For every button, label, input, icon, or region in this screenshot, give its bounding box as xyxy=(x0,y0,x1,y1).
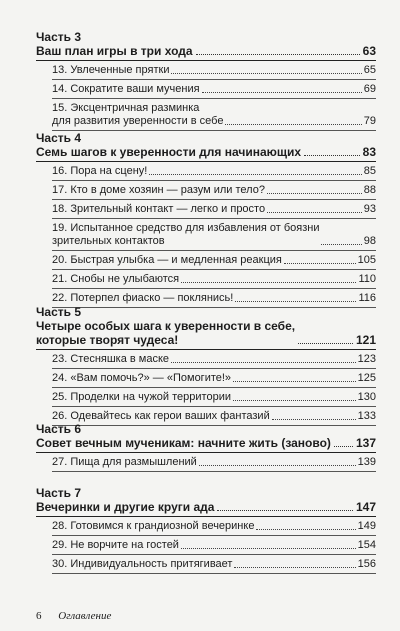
leader-dots xyxy=(321,244,361,245)
chapter-title: 29. Не ворчите на гостей xyxy=(52,539,179,551)
chapter-page: 110 xyxy=(358,273,376,285)
part-title: Вечеринки и другие круги ада xyxy=(36,500,215,514)
toc-chapter-entry[interactable] xyxy=(52,99,376,131)
chapter-title: 16. Пора на сцену! xyxy=(52,165,148,177)
toc-chapter-entry[interactable] xyxy=(52,251,376,270)
toc-chapter-entry[interactable] xyxy=(52,536,376,555)
leader-dots xyxy=(217,510,353,511)
chapter-title: 19. Испытанное средство для избавления от боязни зрительных контактов xyxy=(52,222,320,247)
toc-part-5 xyxy=(36,305,376,426)
leader-dots xyxy=(304,155,360,156)
chapter-title: 20. Быстрая улыбка — и медленная реакция xyxy=(52,254,282,266)
chapter-page: 156 xyxy=(357,558,376,570)
chapter-page: 79 xyxy=(363,115,376,127)
chapter-title: 25. Проделки на чужой территории xyxy=(52,391,231,403)
chapter-title: 13. Увлеченные прятки xyxy=(52,64,170,76)
leader-dots xyxy=(171,362,356,363)
leader-dots xyxy=(202,92,362,93)
chapter-title: 21. Снобы не улыбаются xyxy=(52,273,180,285)
toc-chapter-entry[interactable] xyxy=(52,181,376,200)
leader-dots xyxy=(233,381,356,382)
chapter-title: 24. «Вам помочь?» — «Помогите!» xyxy=(52,372,232,384)
leader-dots xyxy=(225,124,361,125)
chapter-page: 133 xyxy=(357,410,376,422)
toc-chapter-entry[interactable] xyxy=(52,453,376,472)
chapter-page: 123 xyxy=(357,353,376,365)
toc-chapter-entry[interactable] xyxy=(52,200,376,219)
toc-chapter-entry[interactable] xyxy=(52,61,376,80)
leader-dots xyxy=(171,73,361,74)
leader-dots xyxy=(235,301,356,302)
chapter-page: 154 xyxy=(357,539,376,551)
part-page: 83 xyxy=(362,145,376,159)
part-page: 147 xyxy=(355,500,376,514)
toc-part-7 xyxy=(36,486,376,574)
toc-part-4 xyxy=(36,131,376,308)
chapter-page: 69 xyxy=(363,83,376,95)
part-label: Часть 6 xyxy=(36,422,82,436)
part-title-row[interactable] xyxy=(36,145,376,162)
toc-chapter-entry[interactable] xyxy=(52,162,376,181)
toc-part-3 xyxy=(36,30,376,131)
part-label: Часть 3 xyxy=(36,30,82,44)
chapter-title: 28. Готовимся к грандиозной вечеринке xyxy=(52,520,255,532)
part-title-row[interactable] xyxy=(36,436,376,453)
toc-chapter-entry[interactable] xyxy=(52,517,376,536)
toc-chapter-entry[interactable] xyxy=(52,350,376,369)
part-label: Часть 7 xyxy=(36,486,82,500)
toc-chapter-entry[interactable] xyxy=(52,369,376,388)
leader-dots xyxy=(284,263,356,264)
part-title: Семь шагов к уверенности для начинающих xyxy=(36,145,302,159)
leader-dots xyxy=(267,212,362,213)
toc-chapter-entry[interactable] xyxy=(52,555,376,574)
chapter-page: 130 xyxy=(357,391,376,403)
part-page: 63 xyxy=(362,44,376,58)
running-title: Оглавление xyxy=(58,610,112,622)
part-title: Ваш план игры в три хода xyxy=(36,44,193,58)
leader-dots xyxy=(272,419,356,420)
toc-part-6 xyxy=(36,422,376,472)
part-title: Совет вечным мученикам: начните жить (заново) xyxy=(36,436,331,450)
page-number: 6 xyxy=(36,610,42,622)
chapter-title: 22. Потерпел фиаско — поклянись! xyxy=(52,292,234,304)
toc-chapter-entry[interactable] xyxy=(52,270,376,289)
chapter-page: 85 xyxy=(363,165,376,177)
leader-dots xyxy=(267,193,362,194)
chapter-title: 30. Индивидуальность притягивает xyxy=(52,558,233,570)
chapter-page: 65 xyxy=(363,64,376,76)
chapter-title: 14. Сократите ваши мучения xyxy=(52,83,200,95)
chapter-page: 149 xyxy=(357,520,376,532)
part-label: Часть 4 xyxy=(36,131,82,145)
chapter-title: 23. Стесняшка в маске xyxy=(52,353,170,365)
chapter-page: 105 xyxy=(357,254,376,266)
chapter-page: 139 xyxy=(357,456,376,468)
leader-dots xyxy=(181,282,356,283)
chapter-title: 15. Эксцентричная разминка для развития уверенности в себе xyxy=(52,102,224,127)
part-title-row[interactable] xyxy=(36,500,376,517)
toc-chapter-entry[interactable] xyxy=(52,219,376,251)
leader-dots xyxy=(334,446,353,447)
part-page: 121 xyxy=(355,333,376,347)
toc-chapter-entry[interactable] xyxy=(52,388,376,407)
part-title-row[interactable] xyxy=(36,319,376,350)
chapter-page: 98 xyxy=(363,235,376,247)
part-title: Четыре особых шага к уверенности в себе, которые творят чудеса! xyxy=(36,319,296,347)
page-footer xyxy=(36,610,111,622)
part-page: 137 xyxy=(355,436,376,450)
leader-dots xyxy=(181,548,356,549)
chapter-title: 26. Одевайтесь как герои ваших фантазий xyxy=(52,410,270,422)
chapter-title: 18. Зрительный контакт — легко и просто xyxy=(52,203,266,215)
toc-chapter-entry[interactable] xyxy=(52,80,376,99)
leader-dots xyxy=(199,465,356,466)
chapter-title: 17. Кто в доме хозяин — разум или тело? xyxy=(52,184,265,196)
leader-dots xyxy=(196,54,360,55)
chapter-page: 93 xyxy=(363,203,376,215)
leader-dots xyxy=(234,567,355,568)
chapter-page: 125 xyxy=(357,372,376,384)
leader-dots xyxy=(256,529,355,530)
part-title-row[interactable] xyxy=(36,44,376,61)
leader-dots xyxy=(298,343,353,344)
chapter-page: 88 xyxy=(363,184,376,196)
chapter-title: 27. Пища для размышлений xyxy=(52,456,197,468)
leader-dots xyxy=(149,174,361,175)
part-label: Часть 5 xyxy=(36,305,82,319)
leader-dots xyxy=(233,400,356,401)
chapter-page: 116 xyxy=(358,292,376,304)
